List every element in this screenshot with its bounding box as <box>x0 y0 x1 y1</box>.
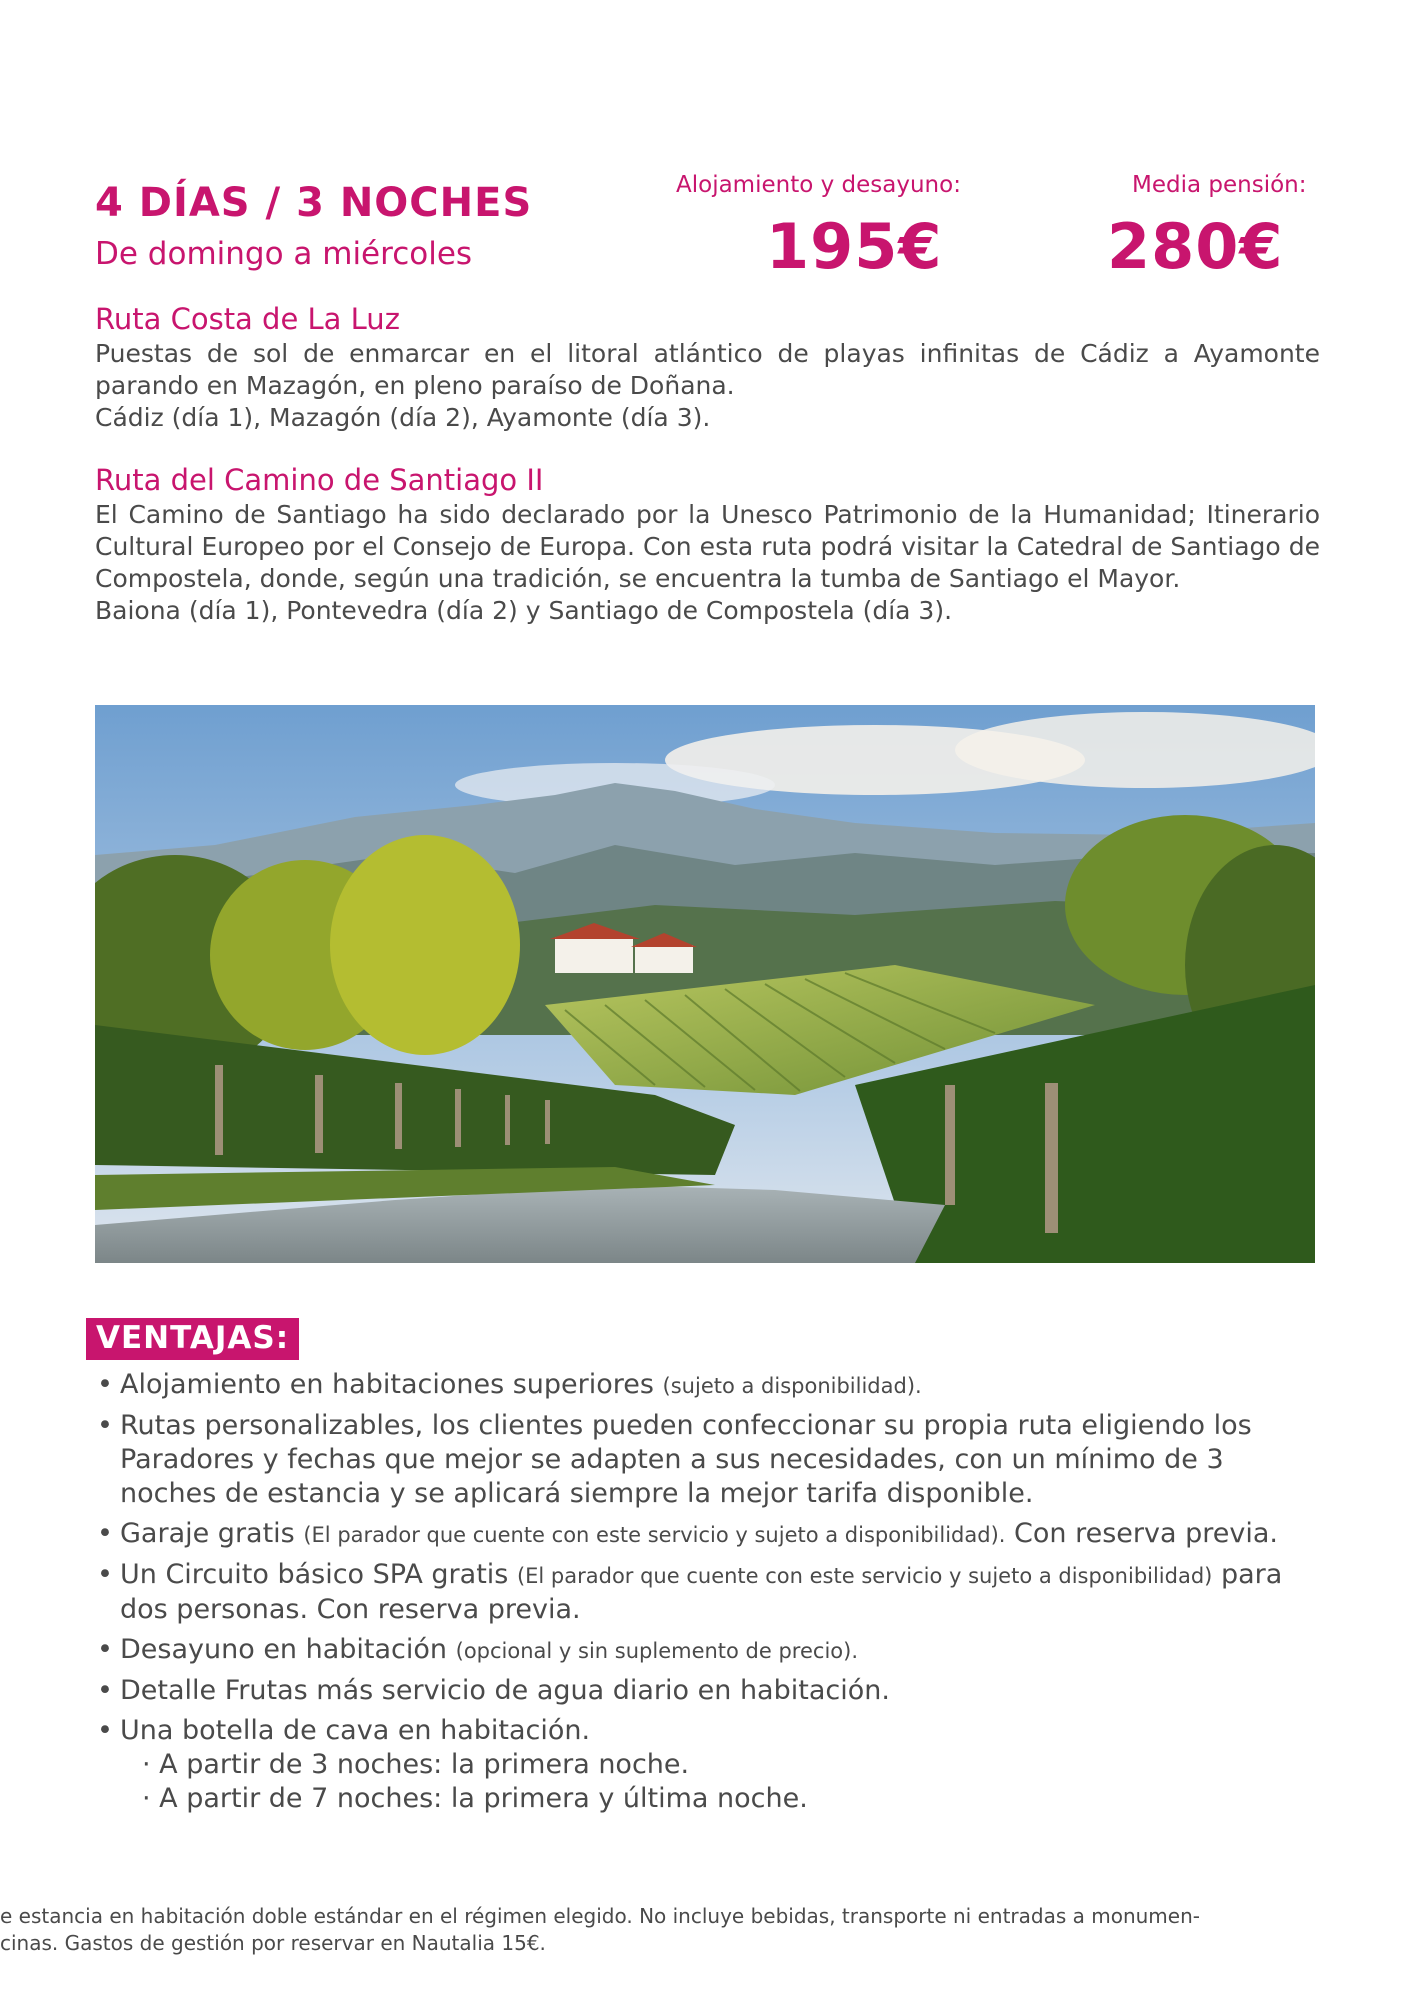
schedule-subtitle: De domingo a miércoles <box>95 236 473 272</box>
benefit-item: • Un Circuito básico SPA gratis (El parador que cuente con este servicio y sujeto a disponibilidad) para dos personas. Con reserva previa. <box>95 1558 1295 1627</box>
route-title: Ruta Costa de La Luz <box>95 302 400 336</box>
benefit-subitem: · A partir de 3 noches: la primera noche. <box>142 1749 690 1780</box>
route-stops: Cádiz (día 1), Mazagón (día 2), Ayamonte (día 3). <box>95 403 711 432</box>
benefits-badge: VENTAJAS: <box>86 1318 299 1360</box>
footnote-line: cinas. Gastos de gestión por reservar en Nautalia 15€. <box>0 1931 546 1955</box>
benefit-item: • Una botella de cava en habitación. · A partir de 3 noches: la primera noche. · A partir de 7 noches: la primera y última noche. <box>95 1714 1295 1816</box>
benefits-list <box>95 1368 1295 1822</box>
route-camino-de-santiago <box>95 463 1320 627</box>
price-value-breakfast: 195€ <box>766 210 943 283</box>
footnote-line: e estancia en habitación doble estándar en el régimen elegido. No incluye bebidas, transporte ni entradas a monumen- <box>0 1904 1200 1928</box>
route-title: Ruta del Camino de Santiago II <box>95 463 544 497</box>
footnote <box>0 1903 1200 1957</box>
duration-title: 4 DÍAS / 3 NOCHES <box>95 180 533 226</box>
benefit-item: • Detalle Frutas más servicio de agua diario en habitación. <box>95 1674 1295 1708</box>
price-label-half-board: Media pensión: <box>1132 172 1307 198</box>
vineyard-landscape-illustration <box>95 705 1315 1263</box>
route-description: El Camino de Santiago ha sido declarado por la Unesco Patrimonio de la Humanidad; Itinerario Cultural Europeo por el Consejo de Europa. Con esta ruta podrá visitar la Catedral de Santiago de Compostela, donde, según una tradición, se encuentra la tumba de Santiago el Mayor. <box>95 500 1320 593</box>
price-value-half-board: 280€ <box>1107 210 1284 283</box>
benefit-subitem: · A partir de 7 noches: la primera y última noche. <box>142 1783 808 1814</box>
benefit-item: • Desayuno en habitación (opcional y sin suplemento de precio). <box>95 1633 1295 1668</box>
benefit-item: • Rutas personalizables, los clientes pueden confeccionar su propia ruta eligiendo los Paradores y fechas que mejor se adapten a sus necesidades, con un mínimo de 3 noches de estancia y se aplicará siempre la mejor tarifa disponible. <box>95 1409 1295 1511</box>
route-stops: Baiona (día 1), Pontevedra (día 2) y Santiago de Compostela (día 3). <box>95 596 953 625</box>
benefit-item: • Alojamiento en habitaciones superiores (sujeto a disponibilidad). <box>95 1368 1295 1403</box>
benefit-item: • Garaje gratis (El parador que cuente con este servicio y sujeto a disponibilidad). Con reserva previa. <box>95 1517 1295 1552</box>
price-label-breakfast: Alojamiento y desayuno: <box>676 172 961 198</box>
landscape-photo <box>95 705 1315 1263</box>
route-costa-de-la-luz <box>95 302 1320 434</box>
route-description: Puestas de sol de enmarcar en el litoral atlántico de playas infinitas de Cádiz a Ayamonte parando en Mazagón, en pleno paraíso de Doñana. <box>95 339 1320 400</box>
